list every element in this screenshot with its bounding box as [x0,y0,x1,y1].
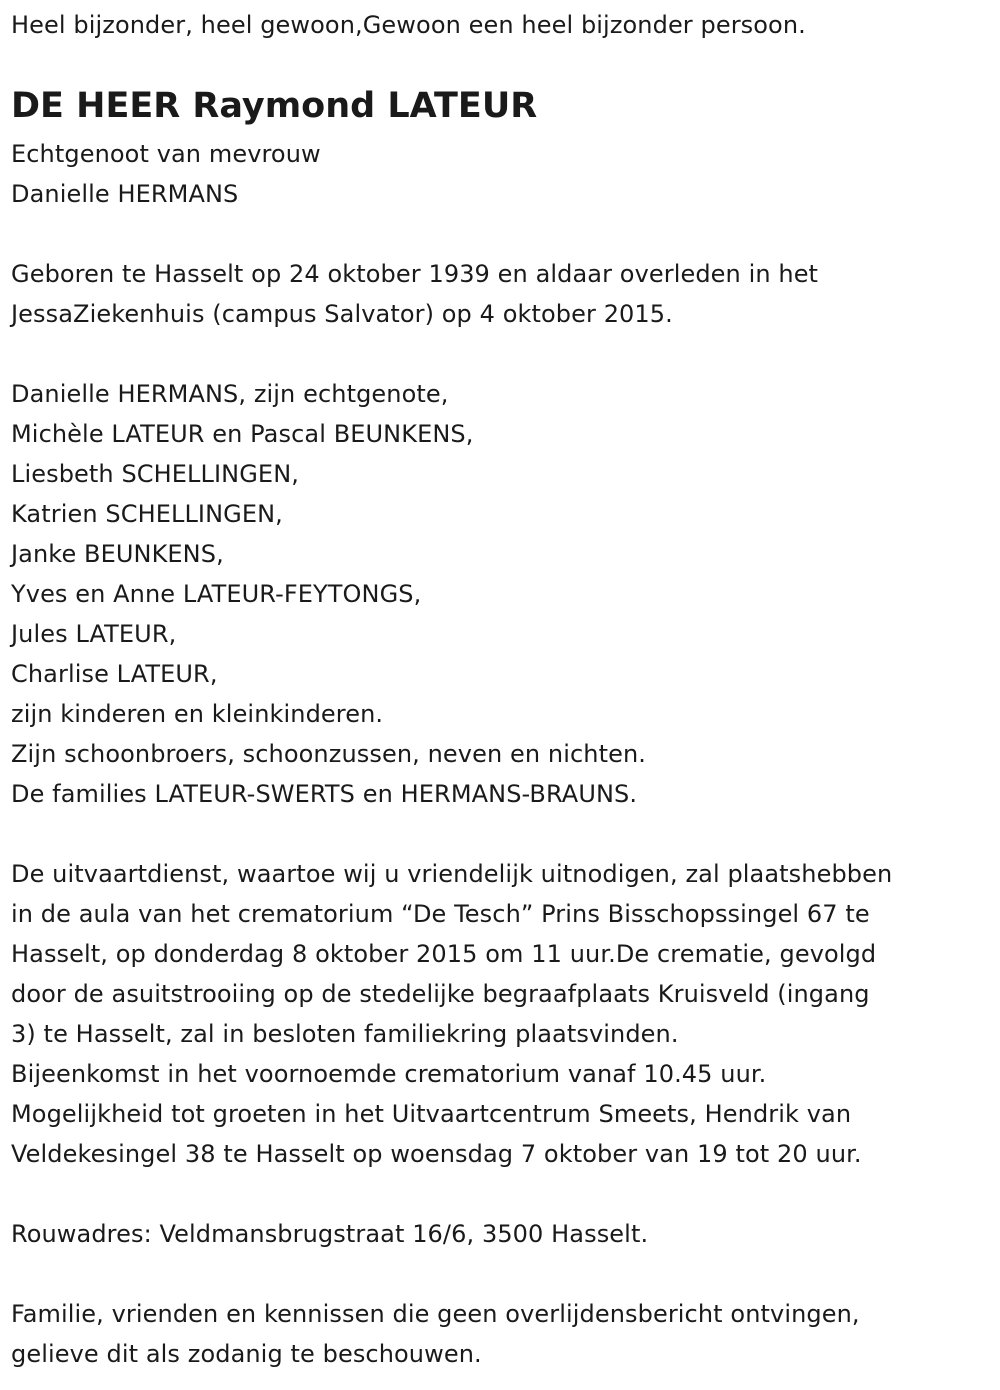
family-line: Jules LATEUR, [11,620,177,648]
deceased-name-title: DE HEER Raymond LATEUR [11,86,538,126]
family-line: Charlise LATEUR, [11,660,218,688]
ceremony-line: Veldekesingel 38 te Hasselt op woensdag 7 oktober van 19 tot 20 uur. [11,1140,862,1168]
family-line: Liesbeth SCHELLINGEN, [11,460,299,488]
spouse-line: Echtgenoot van mevrouw [11,140,321,168]
birth-death-line: Geboren te Hasselt op 24 oktober 1939 en aldaar overleden in het [11,260,819,288]
mourning-address: Rouwadres: Veldmansbrugstraat 16/6, 3500 Hasselt. [11,1220,649,1248]
family-list [11,374,646,814]
ceremony-line: De uitvaartdienst, waartoe wij u vriendelijk uitnodigen, zal plaatshebben [11,860,893,888]
birth-death-block [11,254,818,334]
ceremony-line: 3) te Hasselt, zal in besloten familiekring plaatsvinden. [11,1020,679,1048]
birth-death-line: JessaZiekenhuis (campus Salvator) op 4 oktober 2015. [11,300,673,328]
closing-line: Familie, vrienden en kennissen die geen overlijdensbericht ontvingen, [11,1300,860,1328]
spouse-block [11,134,321,214]
ceremony-line: door de asuitstrooiing op de stedelijke begraafplaats Kruisveld (ingang [11,980,870,1008]
closing-line: gelieve dit als zodanig te beschouwen. [11,1340,482,1368]
ceremony-line: Hasselt, op donderdag 8 oktober 2015 om 11 uur.De crematie, gevolgd [11,940,877,968]
address-block [11,1214,648,1254]
intro-verse: Heel bijzonder, heel gewoon,Gewoon een heel bijzonder persoon. [11,11,806,39]
family-line: Danielle HERMANS, zijn echtgenote, [11,380,449,408]
spouse-line: Danielle HERMANS [11,180,239,208]
family-line: Yves en Anne LATEUR-FEYTONGS, [11,580,422,608]
ceremony-line: in de aula van het crematorium “De Tesch” Prins Bisschopssingel 67 te [11,900,870,928]
family-line: Katrien SCHELLINGEN, [11,500,283,528]
ceremony-block [11,854,892,1174]
family-line: De families LATEUR-SWERTS en HERMANS-BRAUNS. [11,780,638,808]
ceremony-line: Mogelijkheid tot groeten in het Uitvaartcentrum Smeets, Hendrik van [11,1100,852,1128]
closing-block [11,1294,860,1374]
family-line: Janke BEUNKENS, [11,540,224,568]
family-line: Michèle LATEUR en Pascal BEUNKENS, [11,420,474,448]
family-line: zijn kinderen en kleinkinderen. [11,700,384,728]
ceremony-line: Bijeenkomst in het voornoemde crematorium vanaf 10.45 uur. [11,1060,767,1088]
family-line: Zijn schoonbroers, schoonzussen, neven en nichten. [11,740,646,768]
